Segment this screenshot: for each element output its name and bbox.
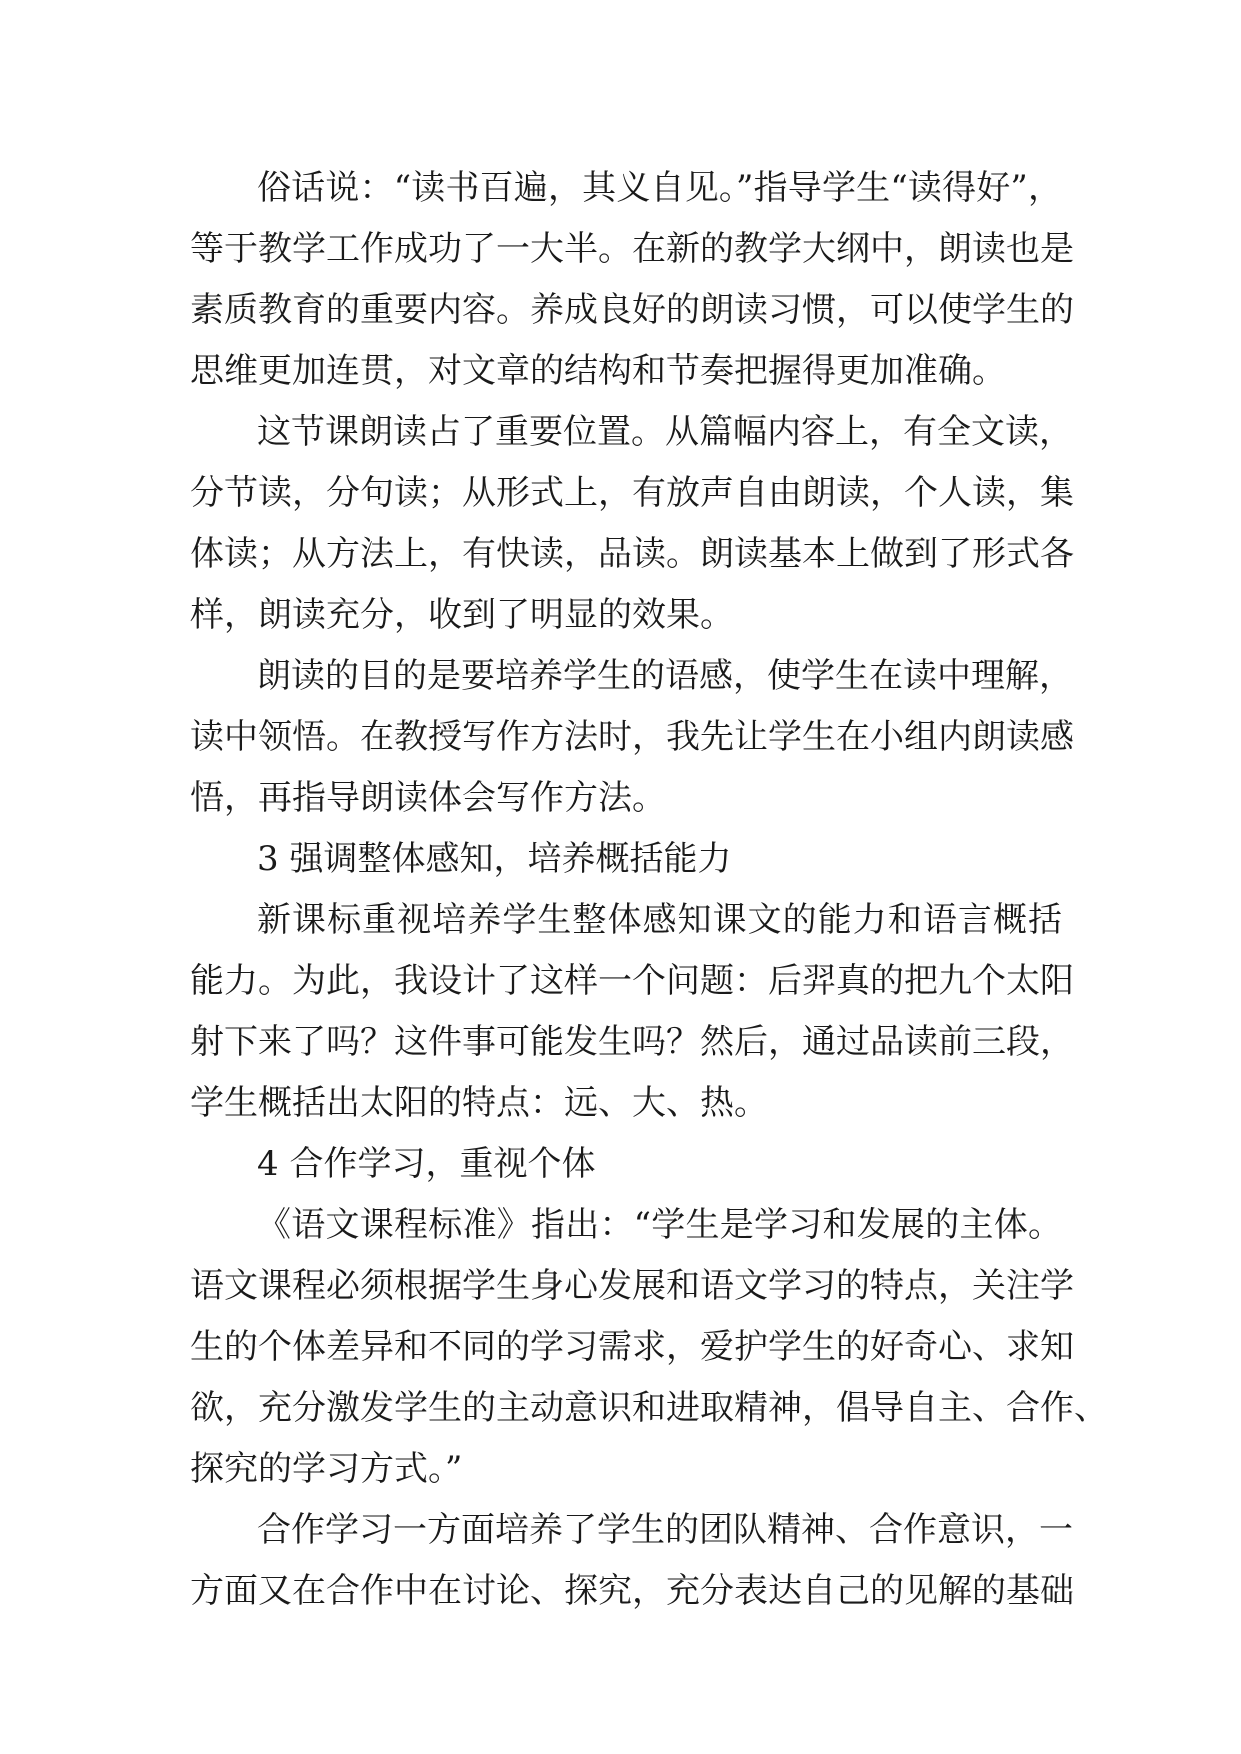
paragraph-line: 悟，再指导朗读体会写作方法。	[190, 778, 666, 818]
paragraph-line: 朗读的目的是要培养学生的语感，使学生在读中理解，	[257, 656, 1073, 696]
paragraph-line: 射下来了吗？这件事可能发生吗？然后，通过品读前三段，	[190, 1022, 1074, 1062]
paragraph-line: 等于教学工作成功了一大半。在新的教学大纲中，朗读也是	[190, 229, 1074, 269]
paragraph-line: 新课标重视培养学生整体感知课文的能力和语言概括	[257, 900, 1062, 940]
paragraph-line: 分节读，分句读；从形式上，有放声自由朗读，个人读，集	[190, 473, 1074, 513]
paragraph-line: 俗话说：“读书百遍，其义自见。”指导学生“读得好”，	[257, 168, 1062, 208]
paragraph-line: 语文课程必须根据学生身心发展和语文学习的特点，关注学	[190, 1266, 1074, 1306]
paragraph-line: 样，朗读充分，收到了明显的效果。	[190, 595, 734, 635]
paragraph-line: 体读；从方法上，有快读，品读。朗读基本上做到了形式各	[190, 534, 1074, 574]
paragraph-line: 欲，充分激发学生的主动意识和进取精神，倡导自主、合作、	[190, 1388, 1108, 1428]
paragraph-line: 读中领悟。在教授写作方法时，我先让学生在小组内朗读感	[190, 717, 1074, 757]
paragraph-line: 能力。为此，我设计了这样一个问题：后羿真的把九个太阳	[190, 961, 1074, 1001]
paragraph-line: 探究的学习方式。”	[190, 1449, 463, 1489]
paragraph-line: 《语文课程标准》指出：“学生是学习和发展的主体。	[257, 1205, 1062, 1245]
paragraph-line: 这节课朗读占了重要位置。从篇幅内容上，有全文读，	[257, 412, 1073, 452]
section-heading: 4 合作学习，重视个体	[257, 1144, 596, 1184]
paragraph-line: 素质教育的重要内容。养成良好的朗读习惯，可以使学生的	[190, 290, 1074, 330]
paragraph-line: 合作学习一方面培养了学生的团队精神、合作意识，一	[257, 1510, 1073, 1550]
paragraph-line: 学生概括出太阳的特点：远、大、热。	[190, 1083, 768, 1123]
document-body	[190, 158, 1108, 1622]
section-heading: 3 强调整体感知，培养概括能力	[257, 839, 732, 879]
paragraph-line: 方面又在合作中在讨论、探究，充分表达自己的见解的基础	[190, 1571, 1074, 1611]
paragraph-line: 生的个体差异和不同的学习需求，爱护学生的好奇心、求知	[190, 1327, 1074, 1367]
paragraph-line: 思维更加连贯，对文章的结构和节奏把握得更加准确。	[190, 351, 1006, 391]
